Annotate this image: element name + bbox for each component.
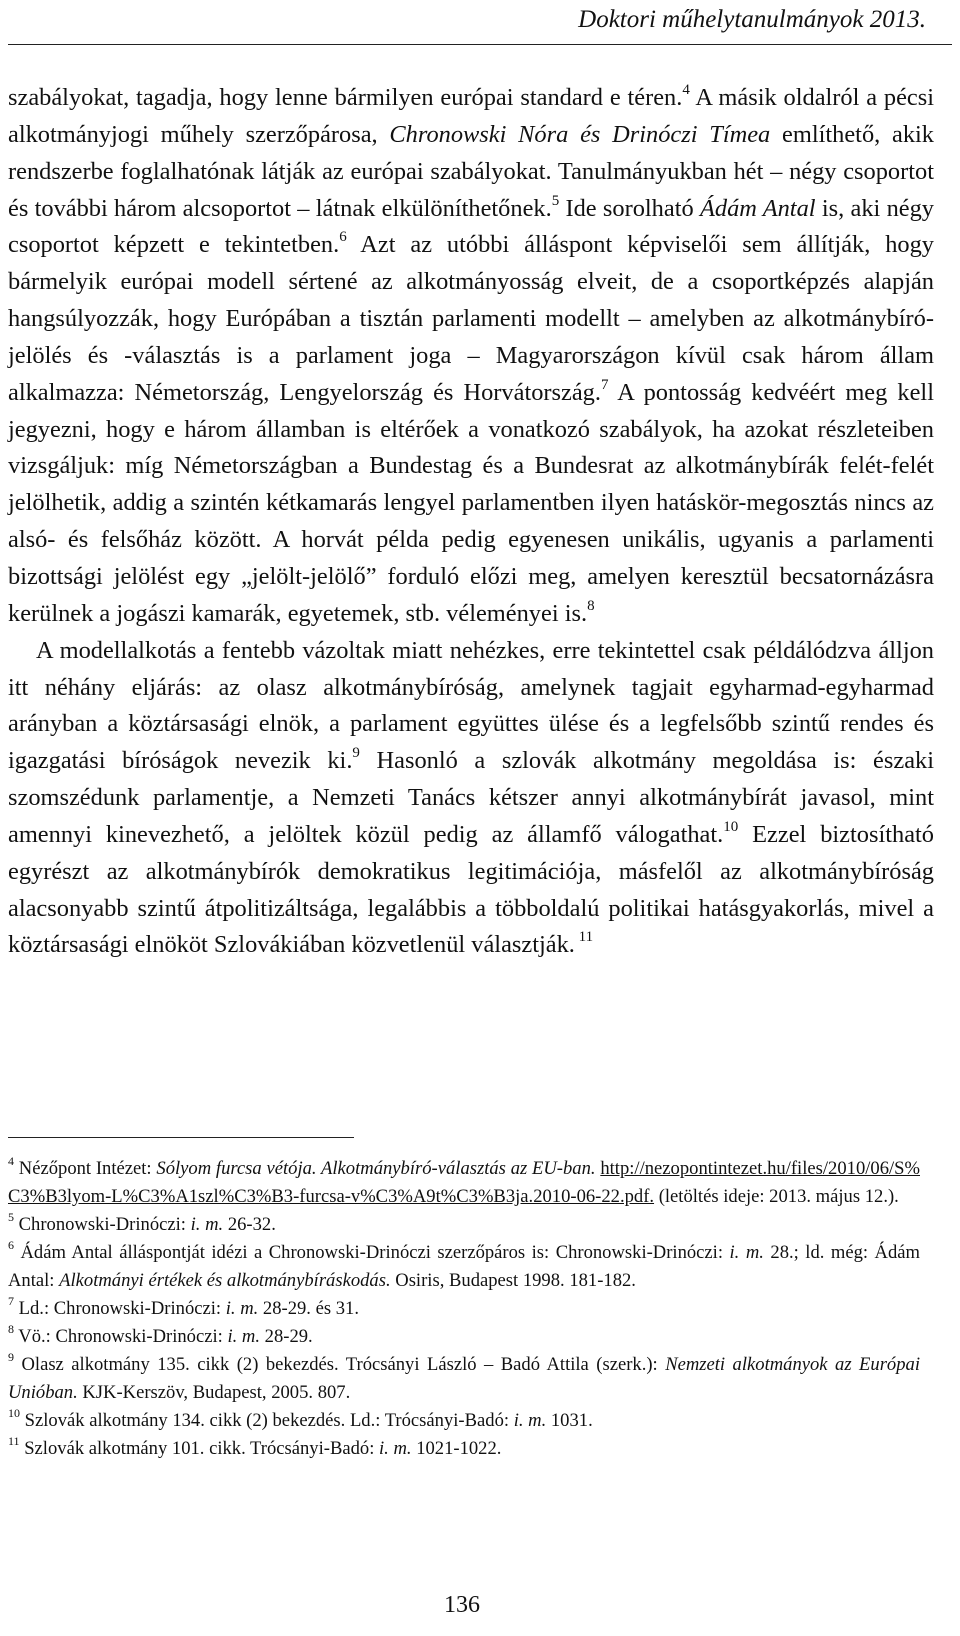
text-run: Nézőpont Intézet:: [14, 1158, 157, 1179]
text-run: A másik oldalról a pécsi alkotmányjogi műhely szerzőpárosa,: [8, 84, 934, 148]
text-run: KJK-Kerszöv, Budapest, 2005. 807.: [77, 1382, 351, 1403]
text-run: említhető, akik rendszerbe foglalhatónak látják az európai szabályokat. Tanulmányukban hét – négy csoportot és további három alcsoportot – látnak elkülöníthetőnek.: [8, 120, 935, 222]
text-run: A pontosság kedvéért meg kell jegyezni, hogy e három államban is eltérőek a vonatkozó szabályok, ha azokat részleteiben vizsgáljuk: míg Németországban a Bundestag és a Bundesrat az alkotmánybírák felét-felét jelölhetik, addig a szintén kétkamarás lengyel parlamentben ilyen hatáskör-megosztás nincs az alsó- és felsőház között. A horvát példa pedig egyenesen unikális, ugyanis a parlamenti bizottsági jelölést egy „jelölt-jelölő” forduló előzi meg, amelyen keresztül becsatornázásra kerülnek a jogászi kamarák, egyetemek, stb. véleményei is.: [8, 378, 934, 627]
footnote-separator: [8, 1137, 354, 1138]
page-number: 136: [444, 1592, 480, 1618]
source-title: Alkotmányi értékek és alkotmánybíráskodás.: [59, 1270, 391, 1291]
paragraph-1: [8, 80, 934, 633]
text-run: Hasonló a szlovák alkotmány megoldása is: északi szomszédunk parlamentje, a Nemzeti Tanács kétszer annyi alkotmánybírát javasol, mint amennyi kinevezhető, a jelöltek közül pedig az államfő válogathat.: [8, 747, 934, 848]
text-run: Szlovák alkotmány 101. cikk. Trócsányi-Badó:: [19, 1438, 380, 1459]
text-run: Ld.: Chronowski-Drinóczi:: [14, 1298, 226, 1319]
text-run: Azt az utóbbi álláspont képviselői sem állítják, hogy bármelyik európai modell sértené az alkotmányosság elveit, de a csoportképzés alapján hangsúlyozzák, hogy Európában a tisztán parlamenti modellt – amelyben az alkotmánybíró-jelölés és -választás is a parlament joga – Magyarországon kívül csak három állam alkalmazza: Németország, Lengyelország és Horvátország.: [8, 231, 934, 406]
footnote-number: 7: [8, 1294, 14, 1308]
text-run: Szlovák alkotmány 134. cikk (2) bekezdés. Ld.: Trócsányi-Badó:: [20, 1410, 514, 1431]
footnote-number: 8: [8, 1322, 14, 1336]
text-run: Osiris, Budapest 1998. 181-182.: [390, 1270, 636, 1291]
source-title: Sólyom furcsa vétója. Alkotmánybíró-választás az EU-ban.: [156, 1158, 596, 1179]
text-run: A modellalkotás a fentebb vázoltak miatt nehézkes, erre tekintettel csak példálódzva álljon itt néhány eljárás: az olasz alkotmánybíróság, amelynek tagjait egyharmad-egyharmad arányban a köztársasági elnök, a parlament együttes ülése és a legfelsőbb szintű rendes és igazgatási bíróságok nevezik ki.: [8, 636, 934, 775]
text-run: Ide sorolható: [559, 194, 700, 222]
text-run: 28-29.: [260, 1326, 313, 1347]
footnote-11: [8, 1435, 920, 1463]
text-run: 28.; ld. még: Ádám Antal:: [8, 1242, 921, 1291]
citation-abbrev: i. m.: [225, 1298, 259, 1319]
footnote-ref-6[interactable]: 6: [339, 229, 347, 246]
text-run: Ádám Antal álláspontját idézi a Chronowski-Drinóczi szerzőpáros is: Chronowski-Drinóczi:: [14, 1242, 730, 1263]
text-run: Olasz alkotmány 135. cikk (2) bekezdés. Trócsányi László – Badó Attila (szerk.):: [14, 1354, 666, 1375]
footnote-number: 5: [8, 1210, 14, 1224]
footnote-4: [8, 1155, 920, 1211]
footnote-number: 4: [8, 1154, 14, 1168]
citation-abbrev: i. m.: [729, 1242, 764, 1263]
footnote-10: [8, 1407, 920, 1435]
text-run: 26-32.: [223, 1214, 276, 1235]
footnote-ref-7[interactable]: 7: [600, 376, 609, 393]
text-run: Vö.: Chronowski-Drinóczi:: [14, 1326, 228, 1347]
footnote-ref-11[interactable]: 11: [574, 929, 594, 946]
text-run: Chronowski-Drinóczi:: [14, 1214, 191, 1235]
footnote-number: 11: [8, 1434, 20, 1448]
footnote-number: 9: [8, 1350, 14, 1364]
text-run: 1031.: [546, 1410, 593, 1431]
paragraph-2: [8, 633, 934, 965]
footnote-7: [8, 1295, 920, 1323]
footnote-5: [8, 1211, 920, 1239]
citation-abbrev: i. m.: [227, 1326, 261, 1347]
footnote-number: 10: [8, 1406, 20, 1420]
author-name: Ádám Antal: [699, 194, 816, 222]
author-names: Chronowski Nóra és Drinóczi Tímea: [389, 120, 771, 148]
footnote-ref-9[interactable]: 9: [352, 745, 360, 762]
text-run: szabályokat, tagadja, hogy lenne bármilyen európai standard e téren.: [8, 84, 683, 111]
footnote-ref-8[interactable]: 8: [587, 597, 595, 614]
main-text: [8, 80, 934, 964]
footnote-ref-10[interactable]: 10: [723, 818, 739, 835]
footnote-8: [8, 1323, 920, 1351]
footnote-9: [8, 1351, 920, 1407]
footnotes: [8, 1155, 920, 1463]
footnote-6: [8, 1239, 920, 1295]
source-title: Nemzeti alkotmányok az Európai Unióban.: [8, 1354, 920, 1403]
text-run: (letöltés ideje: 2013. május 12.).: [654, 1186, 899, 1207]
footnote-number: 6: [8, 1238, 14, 1252]
text-run: 1021-1022.: [411, 1438, 502, 1459]
text-run: Ezzel biztosítható egyrészt az alkotmánybírók demokratikus legitimációja, másfelől az alkotmánybíróság alacsonyabb szintű átpolitizáltsága, legalábbis a többoldalú politikai hatásgyakorlás, mivel a köztársasági elnököt Szlovákiában közvetlenül választják.: [8, 820, 934, 959]
text-run: 28-29. és 31.: [258, 1298, 359, 1319]
footnote-ref-4[interactable]: 4: [682, 82, 690, 98]
citation-abbrev: i. m.: [190, 1214, 224, 1235]
citation-abbrev: i. m.: [379, 1438, 412, 1459]
header-divider: [8, 44, 952, 45]
source-link[interactable]: http://nezopontintezet.hu/files/2010/06/S%C3%B3lyom-L%C3%A1szl%C3%B3-furcsa-v%C3%A9t%C3%B3ja.2010-06-22.pdf.: [8, 1158, 920, 1207]
running-header: Doktori műhelytanulmányok 2013.: [578, 6, 926, 33]
citation-abbrev: i. m.: [513, 1410, 547, 1431]
footnote-ref-5[interactable]: 5: [551, 192, 560, 209]
text-run: is, aki négy csoportot képzett e tekintetben.: [8, 194, 934, 259]
